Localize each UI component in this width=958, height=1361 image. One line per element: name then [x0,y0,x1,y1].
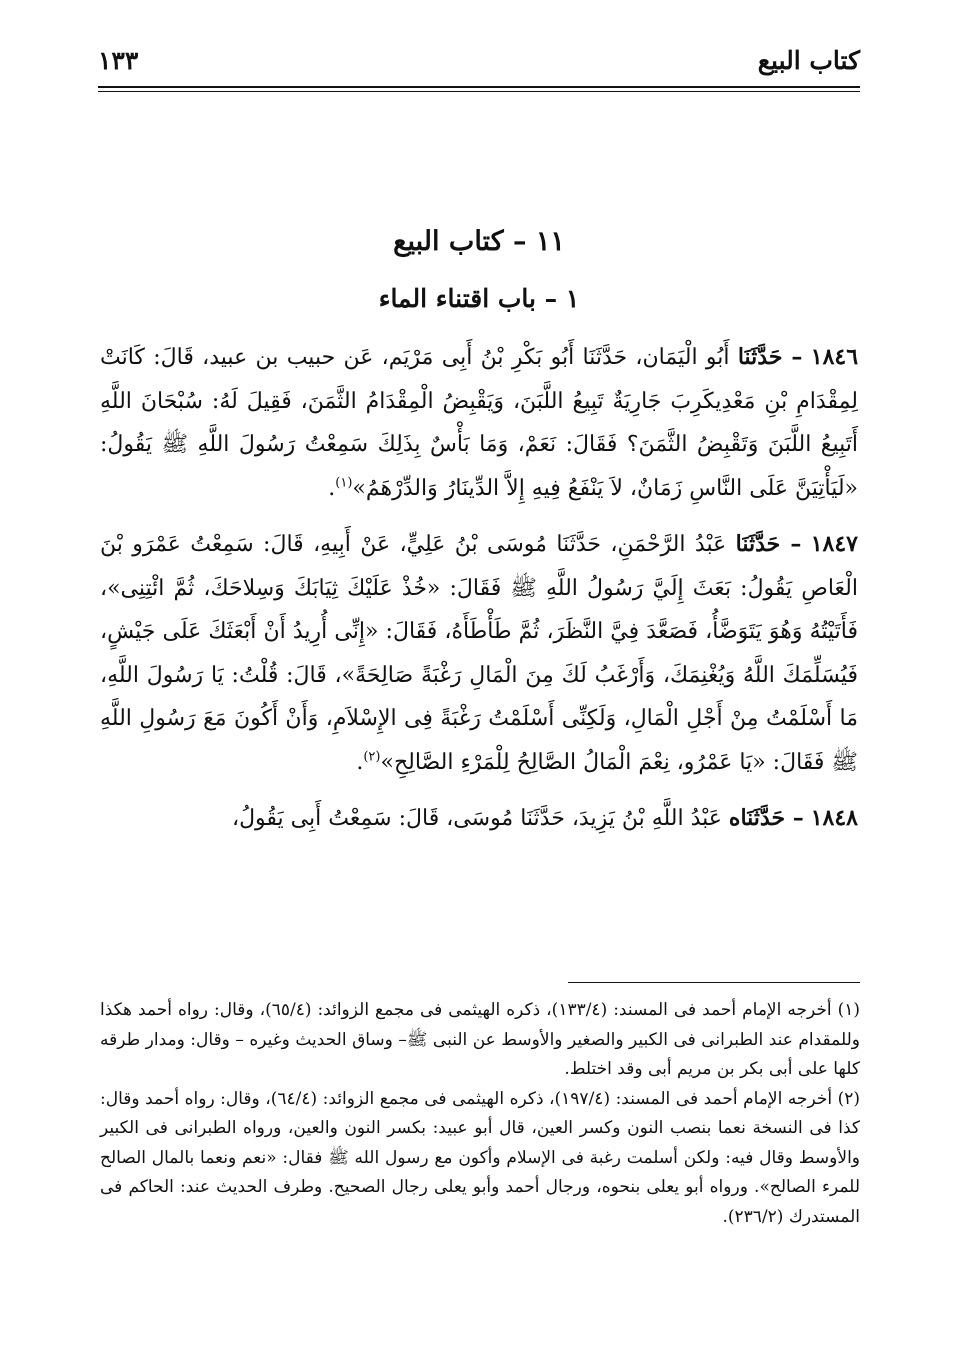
hadith-text: عَبْدُ اللَّهِ بْنُ يَزِيدَ، حَدَّثَنَا مُوسَى، قَالَ: سَمِعْتُ أَبِى يَقُولُ، [231,806,722,831]
footnote-text: أخرجه الإمام أحمد فى المسند: (١٩٧/٤)، ذكره الهيثمى فى مجمع الزوائد: (٦٤/٤)، وقال: رواه أحمد وقال: كذا فى النسخة نعما بنصب النون وكسر العين، قال أبو عبيد: بكسر النون والعين، ورواه الطبرانى فى الكبير والأوسط وقال فيه: ولكن أسلمت رغبة فى الإسلام وأكون مع رسول الله ﷺ فقال: «نعم ونعما بالمال الصالح للمرء الصالح». ورواه أبو يعلى بنحوه، ورجال أحمد وأبو يعلى رجال الصحيح. وطرف الحديث عند: الحاكم فى المستدرك (٢٣٦/٢). [100,1088,860,1227]
header-rule-thin [98,91,860,92]
footnote-mark: (١) [837,1000,860,1020]
hadith-body [100,336,858,854]
section-title: ١ – باب اقتناء الماء [378,284,580,313]
chapter-title: ١١ – كتاب البيع [393,226,565,257]
hadith-lead: حَدَّثَنَاه [728,805,786,831]
footnote-2 [100,1085,860,1233]
footnote-ref-2[interactable]: (٢) [363,749,381,765]
footnote-rule [568,982,860,983]
hadith-number: ١٨٤٧ [810,531,858,557]
header-rule [98,86,860,88]
footnote-text: أخرجه الإمام أحمد فى المسند: (١٣٣/٤)، ذكره الهيثمى فى مجمع الزوائد: (٦٥/٤)، وقال: رواه أحمد هكذا وللمقدام عند الطبرانى فى الكبير والصغير والأوسط عن النبى ﷺ– وساق الحديث وغيره – وقال: ومدار طرقه كلها على أبى بكر بن مريم أبى وقد اختلط. [100,1000,860,1079]
hadith-1847: ١٨٤٧ – حَدَّثَنَا عَبْدُ الرَّحْمَنِ، حَدَّثَنَا مُوسَى بْنُ عَلِيٍّ، عَنْ أَبِيهِ، قَالَ: سَمِعْتُ عَمْرَو بْنَ الْعَاصِ يَقُولُ: بَعَثَ إِلَيَّ رَسُولُ اللَّهِ ﷺ فَقَالَ: «خُذْ عَلَيْكَ ثِيَابَكَ وَسِلاحَكَ، ثُمَّ ائْتِنِى»، فَأَتَيْتُهُ وَهُوَ يَتَوَضَّأُ، فَصَعَّدَ فِيَّ النَّظَرَ، ثُمَّ طَأْطَأَهُ، فَقَالَ: «إِنِّى أُرِيدُ أَنْ أَبْعَثَكَ عَلَى جَيْشٍ، فَيُسَلِّمَكَ اللَّهُ وَيُغْنِمَكَ، وَأَرْغَبُ لَكَ مِنَ الْمَالِ رَغْبَةً صَالِحَةً»، قَالَ: قُلْتُ: يَا رَسُولَ اللَّهِ، مَا أَسْلَمْتُ مِنْ أَجْلِ الْمَالِ، وَلَكِنِّى أَسْلَمْتُ رَغْبَةً فِى الإِسْلاَمِ، وَأَنْ أَكُونَ مَعَ رَسُولِ اللَّهِ ﷺ فَقَالَ: «يَا عَمْرُو، نِعْمَ الْمَالُ الصَّالِحُ لِلْمَرْءِ الصَّالِحِ»$^{(٢)}$. [100,531,858,775]
running-header [98,46,860,82]
hadith-1846: ١٨٤٦ – حَدَّثَنَا أَبُو الْيَمَان، حَدَّثَنَا أَبُو بَكْرِ بْنُ أَبِى مَرْيَم، عَن حبيب بن عبيد، قَالَ: كَانَتْ لِمِقْدَامِ بْنِ مَعْدِيكَرِبَ جَارِيَةٌ تَبِيعُ اللَّبَنَ، وَيَقْبِضُ الْمِقْدَامُ الثَّمَنَ، فَقِيلَ لَهُ: سُبْحَانَ اللَّهِ أَتَبِيعُ اللَّبَنَ وَتَقْبِضُ الثَّمَنَ؟ فَقَالَ: نَعَمْ، وَمَا بَأْسٌ بِذَلِكَ سَمِعْتُ رَسُولَ اللَّهِ ﷺ يَقُولُ: «لَيَأْتِيَنَّ عَلَى النَّاسِ زَمَانٌ، لاَ يَنْفَعُ فِيهِ إِلاَّ الدِّينَارُ وَالدِّرْهَمُ»$^{(١)}$. [100,344,859,501]
footnote-1 [100,996,860,1085]
footnote-mark: (٢) [837,1088,860,1109]
hadith-lead: حَدَّثَنَا [735,531,781,557]
footnotes [100,996,860,1232]
footnote-ref-1[interactable]: (١) [335,475,353,491]
hadith-text: أَبُو الْيَمَان، حَدَّثَنَا أَبُو بَكْرِ بْنُ أَبِى مَرْيَم، عَن حبيب بن عبيد، قَالَ: كَانَتْ لِمِقْدَامِ بْنِ مَعْدِيكَرِبَ جَارِيَةٌ تَبِيعُ اللَّبَنَ، وَيَقْبِضُ الْمِقْدَامُ الثَّمَنَ، فَقِيلَ لَهُ: سُبْحَانَ اللَّهِ أَتَبِيعُ اللَّبَنَ وَتَقْبِضُ الثَّمَنَ؟ فَقَالَ: نَعَمْ، وَمَا بَأْسٌ بِذَلِكَ سَمِعْتُ رَسُولَ اللَّهِ ﷺ يَقُولُ: «لَيَأْتِيَنَّ عَلَى النَّاسِ زَمَانٌ، لاَ يَنْفَعُ فِيهِ إِلاَّ الدِّينَارُ وَالدِّرْهَمُ» [100,345,858,501]
hadith-number: ١٨٤٦ [810,344,859,370]
hadith-1848: ١٨٤٨ – حَدَّثَنَاه عَبْدُ اللَّهِ بْنُ يَزِيدَ، حَدَّثَنَا مُوسَى، قَالَ: سَمِعْتُ أَبِى يَقُولُ، [231,805,858,831]
hadith-text: عَبْدُ الرَّحْمَنِ، حَدَّثَنَا مُوسَى بْنُ عَلِيٍّ، عَنْ أَبِيهِ، قَالَ: سَمِعْتُ عَمْرَو بْنَ الْعَاصِ يَقُولُ: بَعَثَ إِلَيَّ رَسُولُ اللَّهِ ﷺ فَقَالَ: «خُذْ عَلَيْكَ ثِيَابَكَ وَسِلاحَكَ، ثُمَّ ائْتِنِى»، فَأَتَيْتُهُ وَهُوَ يَتَوَضَّأُ، فَصَعَّدَ فِيَّ النَّظَرَ، ثُمَّ طَأْطَأَهُ، فَقَالَ: «إِنِّى أُرِيدُ أَنْ أَبْعَثَكَ عَلَى جَيْشٍ، فَيُسَلِّمَكَ اللَّهُ وَيُغْنِمَكَ، وَأَرْغَبُ لَكَ مِنَ الْمَالِ رَغْبَةً صَالِحَةً»، قَالَ: قُلْتُ: يَا رَسُولَ اللَّهِ، مَا أَسْلَمْتُ مِنْ أَجْلِ الْمَالِ، وَلَكِنِّى أَسْلَمْتُ رَغْبَةً فِى الإِسْلاَمِ، وَأَنْ أَكُونَ مَعَ رَسُولِ اللَّهِ ﷺ فَقَالَ: «يَا عَمْرُو، نِعْمَ الْمَالُ الصَّالِحُ لِلْمَرْءِ الصَّالِحِ» [100,532,858,775]
book-title: كتاب البيع [757,46,860,75]
page-number: ١٣٣ [98,46,139,75]
hadith-number: ١٨٤٨ [810,805,858,831]
hadith-lead: حَدَّثَنَا [737,344,783,370]
